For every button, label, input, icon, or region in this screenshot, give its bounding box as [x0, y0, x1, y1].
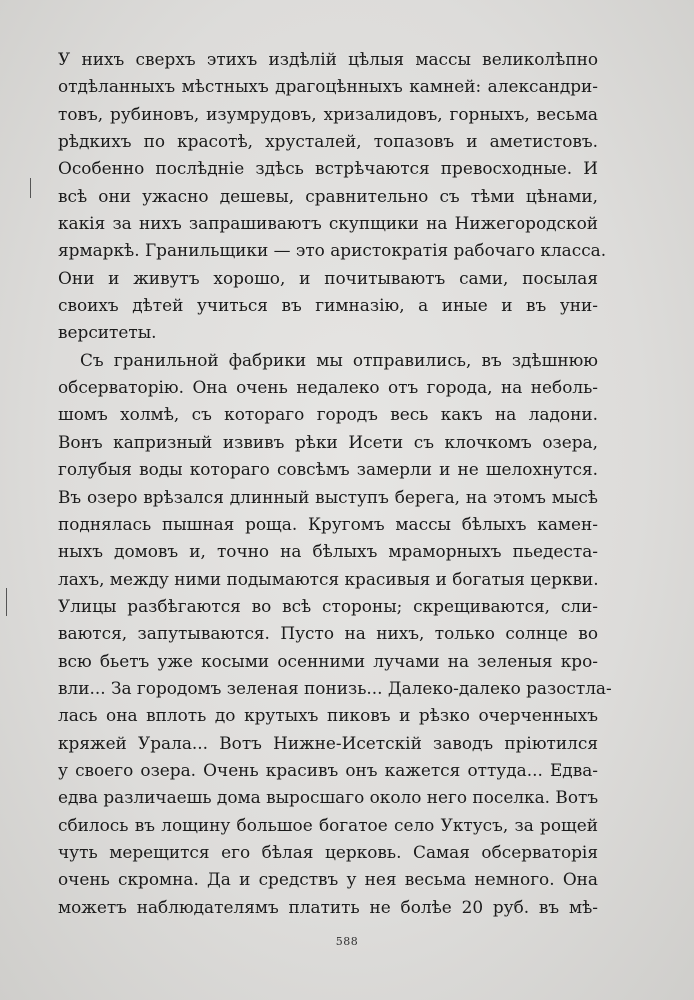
text-line: лась она вплоть до крутыхъ пиковъ и рѣзко очерченныхъ	[58, 705, 598, 726]
left-margin-mark	[6, 588, 7, 616]
text-line: своихъ дѣтей учиться въ гимназію, а иные и въ уни-	[58, 295, 598, 316]
text-line: лахъ, между ними подымаются красивыя и богатыя церкви.	[58, 568, 599, 589]
text-line: верситеты.	[58, 322, 157, 343]
text-line: Въ озеро врѣзался длинный выступъ берега, на этомъ мысѣ	[58, 486, 598, 507]
text-line: отдѣланныхъ мѣстныхъ драгоцѣнныхъ камней: александри-	[58, 76, 598, 97]
text-line: сбилось въ лощину большое богатое село Уктусъ, за рощей	[58, 814, 598, 835]
text-line: ярмаркѣ. Гранильщики — это аристократія рабочаго класса.	[58, 240, 607, 261]
text-line: всѣ они ужасно дешевы, сравнительно съ тѣми цѣнами,	[58, 185, 598, 206]
body-text	[58, 46, 612, 921]
text-line: очень скромна. Да и средствъ у нея весьма немного. Она	[58, 869, 598, 890]
text-line: Съ гранильной фабрики мы отправились, въ здѣшнюю	[80, 349, 598, 370]
text-line: едва различаешь дома выросшаго около него поселка. Вотъ	[58, 787, 599, 808]
text-line: Особенно послѣдніе здѣсь встрѣчаются превосходные. И	[58, 158, 598, 179]
text-line: Улицы разбѣгаются во всѣ стороны; скрещиваются, сли-	[58, 595, 598, 616]
text-line: товъ, рубиновъ, изумрудовъ, хризалидовъ, горныхъ, весьма	[58, 103, 598, 124]
text-line: ныхъ домовъ и, точно на бѣлыхъ мраморныхъ пьедеста-	[58, 541, 598, 562]
text-line: чуть мерещится его бѣлая церковь. Самая обсерваторія	[58, 841, 598, 862]
text-line: рѣдкихъ по красотѣ, хрусталей, топазовъ и аметистовъ.	[58, 131, 598, 152]
text-line: ваются, запутываются. Пусто на нихъ, только солнце во	[58, 623, 598, 644]
text-line: всю бьетъ уже косыми осенними лучами на зеленыя кро-	[58, 650, 598, 671]
text-line: вли... За городомъ зеленая понизь... Далеко-далеко разостла-	[58, 677, 612, 698]
text-line: у своего озера. Очень красивъ онъ кажется оттуда... Едва-	[58, 759, 598, 780]
text-line: шомъ холмѣ, съ котораго городъ весь какъ на ладони.	[58, 404, 598, 425]
text-line: какія за нихъ запрашиваютъ скупщики на Нижегородской	[58, 213, 598, 234]
text-line: голубыя воды котораго совсѣмъ замерли и не шелохнутся.	[58, 459, 598, 480]
text-line: можетъ наблюдателямъ платить не болѣе 20 руб. въ мѣ-	[58, 896, 598, 917]
text-line: поднялась пышная роща. Кругомъ массы бѣлыхъ камен-	[58, 513, 598, 534]
left-margin-mark	[30, 178, 31, 198]
text-line: Вонъ капризный извивъ рѣки Исети съ клочкомъ озера,	[58, 431, 598, 452]
page-number: 588	[335, 935, 359, 948]
text-line: У нихъ сверхъ этихъ издѣлій цѣлыя массы великолѣпно	[58, 49, 598, 69]
text-line: обсерваторію. Она очень недалеко отъ города, на неболь-	[58, 377, 598, 398]
text-line: кряжей Урала... Вотъ Нижне-Исетскій заводъ пріютился	[58, 732, 598, 753]
text-line: Они и живутъ хорошо, и почитываютъ сами, посылая	[58, 267, 598, 288]
